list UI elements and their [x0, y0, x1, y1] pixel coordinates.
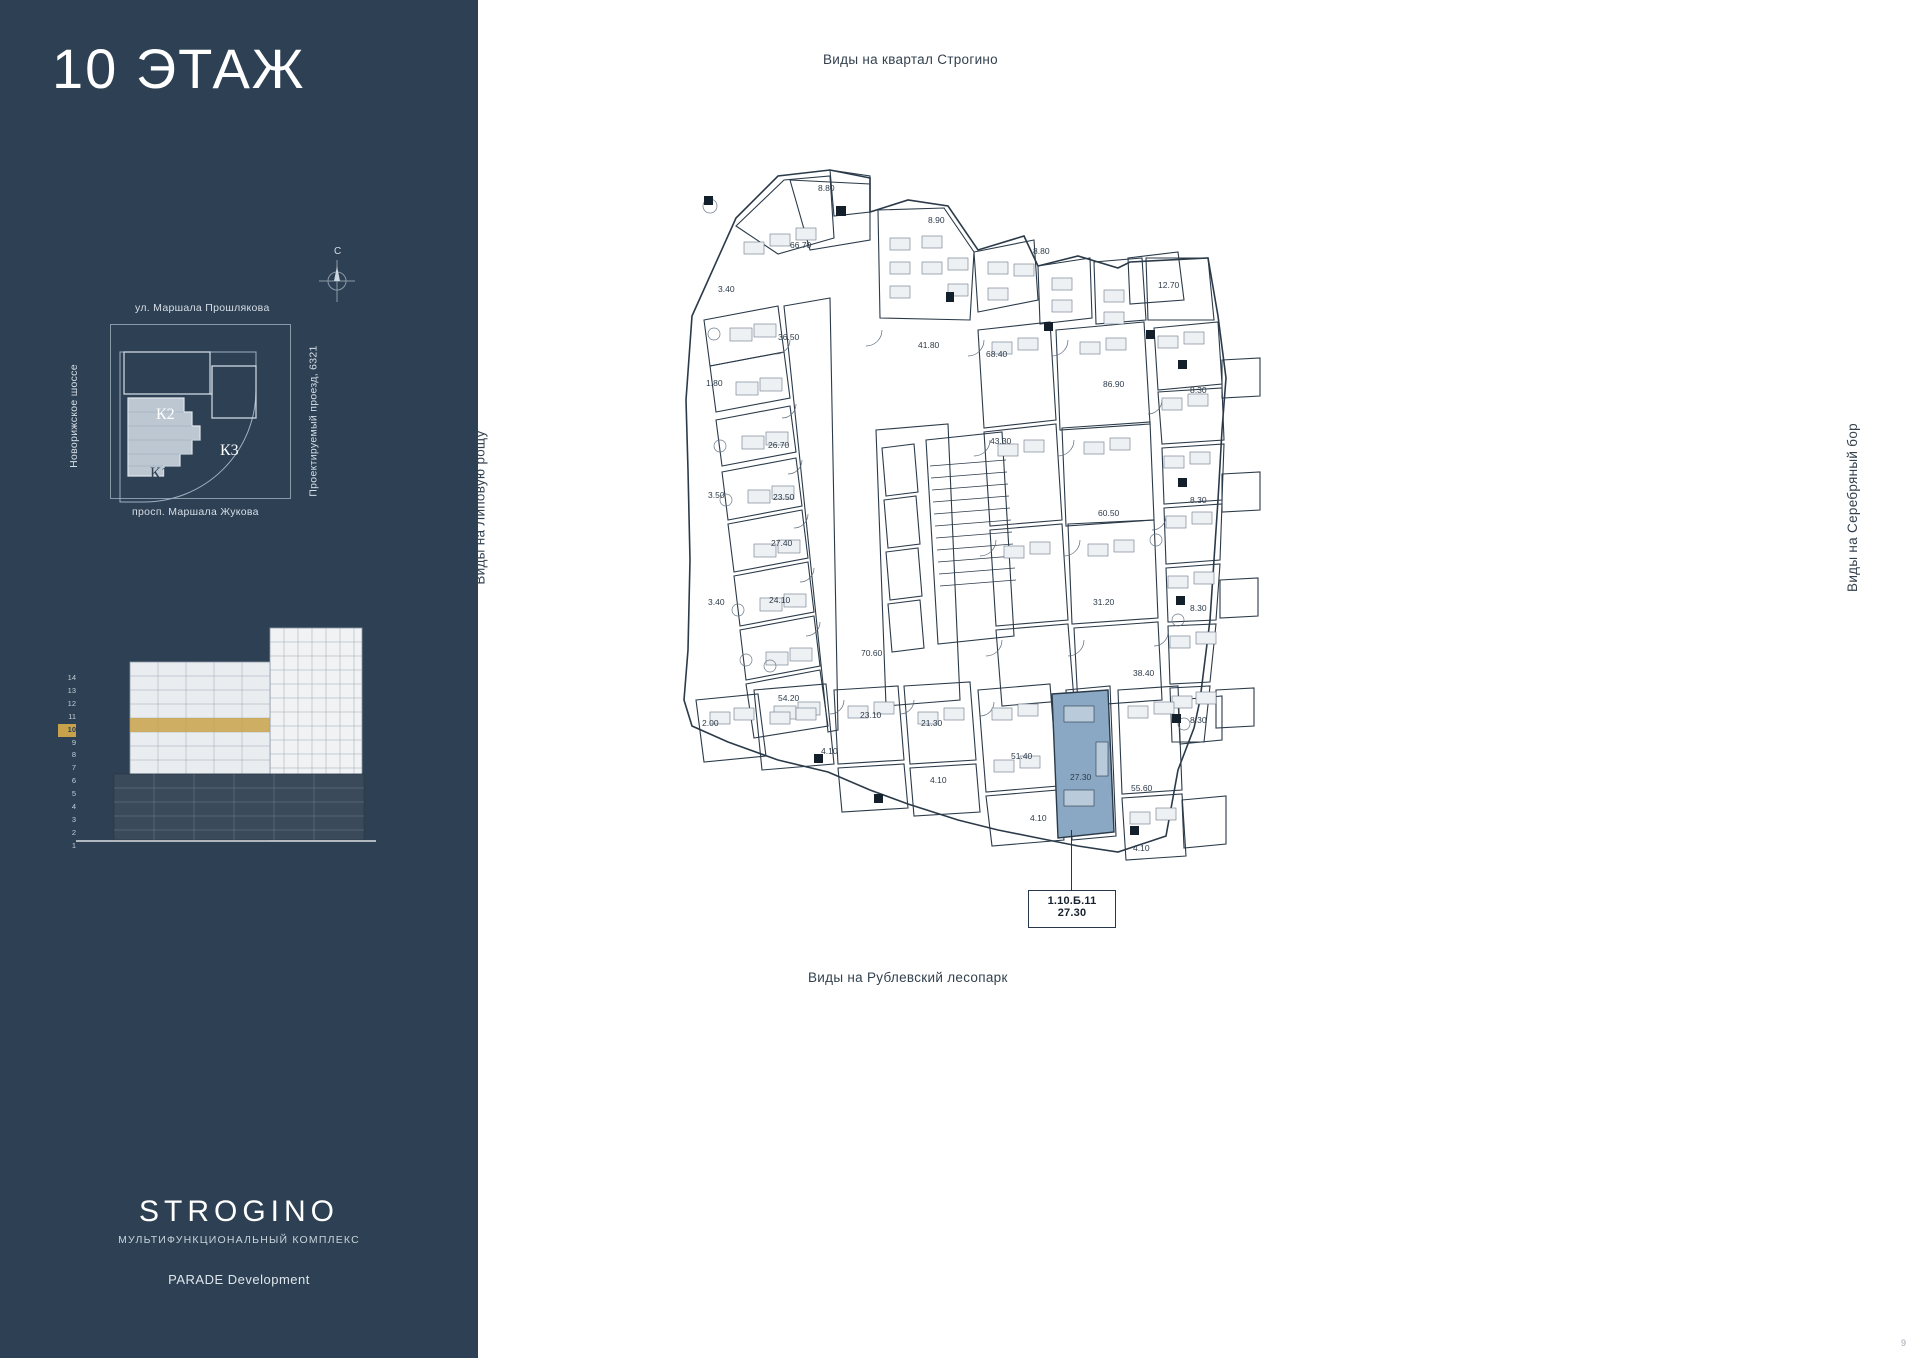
- area-label: 24.10: [769, 595, 791, 605]
- brand-block: [0, 1195, 478, 1287]
- area-label: 31.20: [1093, 597, 1115, 607]
- left-info-panel: [0, 0, 478, 1358]
- building-elevation: [58, 620, 398, 860]
- area-label: 8.80: [1033, 246, 1050, 256]
- unit-id: 1.10.Б.11: [1047, 895, 1097, 907]
- area-label: 86.90: [1103, 379, 1125, 389]
- highlighted-unit: [1052, 690, 1114, 838]
- floor-plan-drawing: [478, 0, 1920, 1358]
- callout-leader-line: [1071, 830, 1072, 890]
- keyplan-block-k3: К3: [220, 442, 239, 459]
- area-label: 1.80: [706, 378, 723, 388]
- area-label: 36.50: [778, 332, 800, 342]
- area-label: 8.30: [1190, 603, 1207, 613]
- area-label: 3.40: [718, 284, 735, 294]
- keyplan-block-k1: К1: [150, 465, 169, 482]
- area-label: 8.30: [1190, 495, 1207, 505]
- area-label: 66.70: [790, 240, 812, 250]
- view-label-bottom: Виды на Рублевский лесопарк: [808, 970, 1008, 985]
- area-label: 70.60: [861, 648, 883, 658]
- page-title: 10 ЭТАЖ: [52, 37, 306, 100]
- view-label-left: Виды на Липовую рощу: [472, 430, 488, 585]
- floor-number[interactable]: 13: [67, 685, 76, 695]
- area-label: 23.50: [773, 492, 795, 502]
- area-label: 38.40: [1133, 668, 1155, 678]
- floor-number[interactable]: 8: [71, 750, 76, 760]
- area-label: 8.30: [1190, 385, 1207, 395]
- keyplan-shape: [60, 290, 420, 590]
- keyplan-street-right: Проектируемый проезд, 6321: [307, 345, 320, 497]
- area-label: 3.50: [708, 490, 725, 500]
- floor-number[interactable]: 5: [71, 789, 76, 799]
- page-number: 9: [1900, 1338, 1906, 1348]
- floor-number[interactable]: 2: [71, 827, 76, 837]
- area-label: 4.10: [1030, 813, 1047, 823]
- area-label: 54.20: [778, 693, 800, 703]
- area-label: 4.10: [1133, 843, 1150, 853]
- floor-number[interactable]: 7: [71, 763, 76, 773]
- floor-plan-area: [472, 0, 1920, 1358]
- area-label: 8.80: [818, 183, 835, 193]
- unit-callout[interactable]: [1028, 890, 1116, 928]
- area-label: 43.30: [990, 436, 1012, 446]
- area-label: 2.00: [702, 718, 719, 728]
- keyplan-block-k2: К2: [156, 406, 175, 423]
- keyplan-street-top: ул. Маршала Прошлякова: [135, 302, 270, 314]
- floor-number[interactable]: 12: [67, 698, 76, 708]
- area-label: 55.60: [1131, 783, 1153, 793]
- area-label: 27.40: [771, 538, 793, 548]
- area-label-highlighted: 27.30: [1070, 772, 1092, 782]
- brand-name: STROGINO: [138, 1195, 339, 1228]
- brand-developer: PARADE Development: [168, 1272, 310, 1287]
- area-label: 23.10: [860, 710, 882, 720]
- area-label: 68.40: [986, 349, 1008, 359]
- keyplan-street-left: Новорижское шоссе: [67, 364, 80, 468]
- area-label: 4.10: [821, 746, 838, 756]
- area-label: 12.70: [1158, 280, 1180, 290]
- floor-number[interactable]: 14: [67, 673, 76, 682]
- key-plan: [60, 246, 420, 590]
- area-label: 41.80: [918, 340, 940, 350]
- floor-number[interactable]: 9: [71, 737, 76, 747]
- area-label: 3.40: [708, 597, 725, 607]
- floor-number[interactable]: 4: [71, 802, 76, 812]
- compass-icon: [315, 246, 359, 310]
- floor-number[interactable]: 6: [71, 776, 76, 786]
- floor-number[interactable]: 3: [71, 814, 76, 824]
- area-label: 8.90: [928, 215, 945, 225]
- brand-subtitle: МУЛЬТИФУНКЦИОНАЛЬНЫЙ КОМПЛЕКС: [118, 1234, 360, 1246]
- area-label: 26.70: [768, 440, 790, 450]
- area-label: 4.10: [930, 775, 947, 785]
- keyplan-street-bottom: просп. Маршала Жукова: [132, 506, 259, 518]
- area-label: 51.40: [1011, 751, 1033, 761]
- area-label: 60.50: [1098, 508, 1120, 518]
- unit-area: 27.30: [1057, 907, 1087, 919]
- compass-north-label: С: [334, 246, 342, 257]
- view-label-right: Виды на Серебряный бор: [1844, 423, 1860, 592]
- area-label: 8.30: [1190, 715, 1207, 725]
- floor-number-active[interactable]: 10: [58, 724, 76, 737]
- floor-number[interactable]: 1: [71, 840, 76, 850]
- view-label-top: Виды на квартал Строгино: [823, 52, 998, 67]
- area-label: 21.30: [921, 718, 943, 728]
- elevation-drawing: [58, 620, 398, 860]
- floor-number[interactable]: 11: [68, 711, 76, 721]
